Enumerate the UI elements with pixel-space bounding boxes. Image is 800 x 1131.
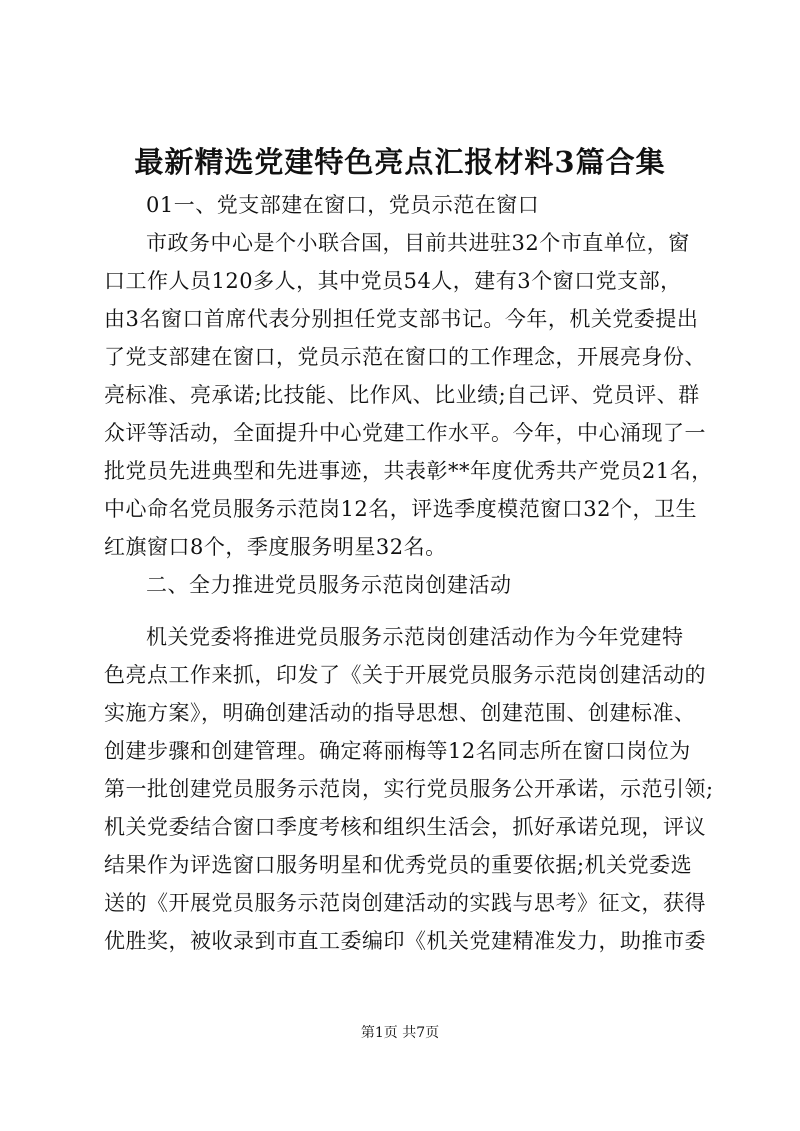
document-title: 最新精选党建特色亮点汇报材料3篇合集 — [134, 145, 666, 179]
paragraph-line: 01一、党支部建在窗口，党员示范在窗口 — [146, 193, 540, 217]
paragraph-line: 机关党委结合窗口季度考核和组织生活会，抓好承诺兑现，评议 — [104, 815, 706, 839]
section-heading: 二、全力推进党员服务示范岗创建活动 — [146, 573, 512, 597]
paragraph-line: 批党员先进典型和先进事迹，共表彰**年度优秀共产党员21名， — [104, 459, 713, 483]
paragraph-line: 市政务中心是个小联合国，目前共进驻32个市直单位，窗 — [146, 231, 690, 255]
paragraph-line: 口工作人员120多人，其中党员54人，建有3个窗口党支部， — [104, 269, 682, 293]
paragraph-line: 了党支部建在窗口，党员示范在窗口的工作理念，开展亮身份、 — [104, 345, 706, 369]
paragraph-line: 优胜奖，被收录到市直工委编印《机关党建精准发力，助推市委 — [104, 929, 706, 953]
paragraph-line: 创建步骤和创建管理。确定蒋丽梅等12名同志所在窗口岗位为 — [104, 739, 691, 763]
paragraph-line: 中心命名党员服务示范岗12名，评选季度模范窗口32个，卫生 — [104, 497, 697, 521]
paragraph-line: 实施方案》，明确创建活动的指导思想、创建范围、创建标准、 — [104, 701, 696, 725]
page-footer: 第1页 共7页 — [360, 1025, 440, 1041]
paragraph-line: 红旗窗口8个，季度服务明星32名。 — [104, 535, 447, 559]
paragraph-line: 结果作为评选窗口服务明星和优秀党员的重要依据;机关党委选 — [104, 853, 693, 877]
paragraph-line: 色亮点工作来抓，印发了《关于开展党员服务示范岗创建活动的 — [104, 663, 706, 687]
paragraph-line: 众评等活动，全面提升中心党建工作水平。今年，中心涌现了一 — [104, 421, 706, 445]
paragraph-line: 亮标准、亮承诺;比技能、比作风、比业绩;自己评、党员评、群 — [104, 383, 700, 407]
paragraph-line: 第一批创建党员服务示范岗，实行党员服务公开承诺，示范引领; — [104, 777, 714, 801]
paragraph-line: 由3名窗口首席代表分别担任党支部书记。今年，机关党委提出 — [104, 307, 699, 331]
paragraph-line: 送的《开展党员服务示范岗创建活动的实践与思考》征文，获得 — [104, 891, 706, 915]
paragraph-line: 机关党委将推进党员服务示范岗创建活动作为今年党建特 — [146, 625, 684, 649]
